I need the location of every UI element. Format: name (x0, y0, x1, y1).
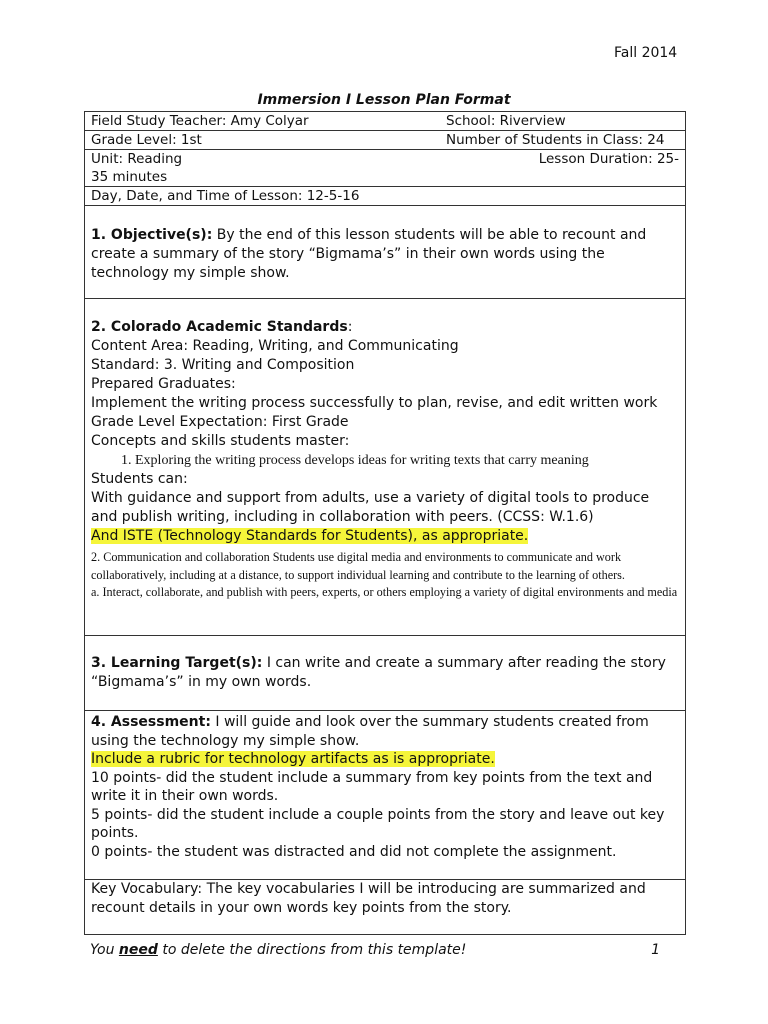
learning-target-section (85, 636, 685, 711)
grade-field: Grade Level: 1st (91, 132, 202, 148)
iste-highlight: And ISTE (Technology Standards for Students), as appropriate. (91, 528, 529, 544)
need-emphasis: need (118, 942, 158, 958)
iste-communication-text: 2. Communication and collaboration Students use digital media and environments to communicate and work collaboratively, including at a distance, to support individual learning and contribute to the learning of others. (91, 550, 625, 582)
duration-continued: 35 minutes (91, 169, 168, 185)
prepared-graduates-line: Prepared Graduates: (91, 376, 236, 392)
iste-interact-text: a. Interact, collaborate, and publish with peers, experts, or others employing a variety of digital environments and media (91, 585, 678, 599)
footer-note: You need to delete the directions from this template! (90, 942, 467, 958)
school-field: School: Riverview (446, 113, 566, 129)
date-field: Day, Date, and Time of Lesson: 12-5-16 (91, 188, 360, 204)
points-5: 5 points- did the student include a couple points from the story and leave out key points. (91, 806, 665, 841)
lesson-plan-table (84, 111, 686, 935)
teacher-row (85, 112, 685, 131)
concepts-line: Concepts and skills students master: (91, 433, 350, 449)
objective-text: By the end of this lesson students will be able to recount and create a summary of the story “Bigmama’s” in their own words using the technology my simple show. (91, 227, 647, 281)
teacher-field: Field Study Teacher: Amy Colyar (91, 113, 309, 129)
students-can-line: Students can: (91, 471, 188, 487)
footer (90, 942, 660, 958)
vocabulary-section (85, 880, 685, 934)
objective-heading: 1. Objective(s): (91, 227, 213, 243)
student-count-field: Number of Students in Class: 24 (446, 132, 665, 148)
guidance-text: With guidance and support from adults, use a variety of digital tools to produce and publish writing, including in collaboration with peers. (CCSS: W.1.6) (91, 490, 650, 525)
standards-heading: 2. Colorado Academic Standards (91, 319, 348, 335)
writing-process-line: Implement the writing process successfully to plan, revise, and edit written work (91, 395, 658, 411)
learning-target-heading: 3. Learning Target(s): (91, 655, 263, 671)
vocabulary-text: Key Vocabulary: The key vocabularies I will be introducing are summarized and recount details in your own words key points from the story. (91, 881, 646, 916)
concept-item: 1. Exploring the writing process develops ideas for writing texts that carry meaning (121, 453, 589, 468)
assessment-section (85, 711, 685, 880)
standard-line: Standard: 3. Writing and Composition (91, 357, 355, 373)
grade-row (85, 131, 685, 150)
standards-colon: : (347, 319, 353, 335)
assessment-heading: 4. Assessment: (91, 714, 211, 730)
standards-section (85, 299, 685, 636)
points-10: 10 points- did the student include a summary from key points from the text and write it in their own words. (91, 769, 653, 804)
document-title: Immersion I Lesson Plan Format (257, 92, 511, 108)
rubric-highlight: Include a rubric for technology artifacts as is appropriate. (91, 751, 495, 767)
grade-expectation-line: Grade Level Expectation: First Grade (91, 414, 349, 430)
points-0: 0 points- the student was distracted and did not complete the assignment. (91, 843, 617, 860)
assessment-text: I will guide and look over the summary students created from using the technology my simple show. (91, 714, 649, 749)
semester-label: Fall 2014 (614, 45, 678, 61)
learning-target-text: I can write and create a summary after reading the story “Bigmama’s” in my own words. (91, 655, 666, 690)
content-area-line: Content Area: Reading, Writing, and Communicating (91, 338, 459, 354)
page-number: 1 (651, 942, 660, 958)
date-row (85, 187, 685, 206)
unit-field: Unit: Reading (91, 151, 183, 167)
unit-row (85, 150, 685, 187)
duration-field: Lesson Duration: 25- (538, 151, 679, 167)
objective-section (85, 206, 685, 299)
